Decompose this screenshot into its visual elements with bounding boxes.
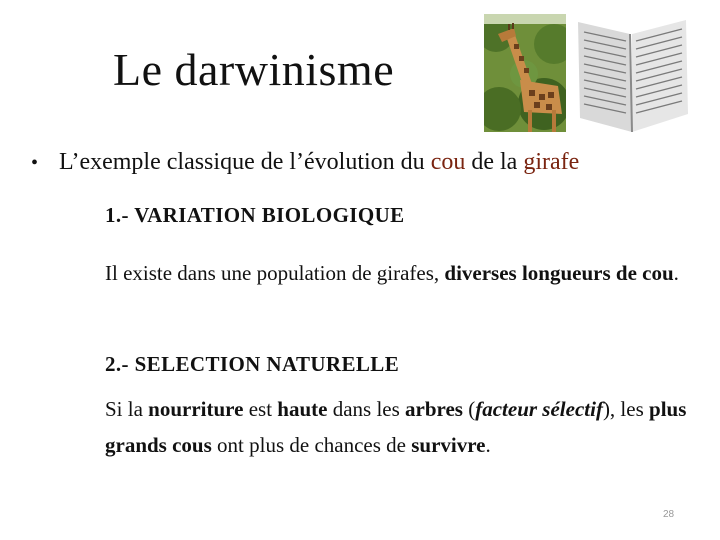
text-run: Il existe dans une population de girafes,	[105, 261, 445, 285]
section2-heading: 2.- SELECTION NATURELLE	[105, 352, 400, 376]
text-run: ), les	[602, 397, 650, 421]
bold-run: plus grands cous	[105, 397, 687, 457]
text-run: est	[243, 397, 278, 421]
bullet-text-a: L’exemple classique de l’évolution du	[59, 149, 431, 175]
bold-italic-run: facteur sélectif	[475, 397, 603, 421]
bold-run: diverses longueurs de cou	[444, 261, 674, 285]
bullet-text-b: de la	[465, 149, 524, 175]
giraffe-photo	[484, 14, 566, 132]
keyword-girafe: girafe	[523, 149, 580, 175]
text-run: .	[485, 433, 491, 457]
text-run: (	[462, 397, 476, 421]
bold-run: nourriture	[148, 397, 244, 421]
section1-heading: 1.- VARIATION BIOLOGIQUE	[105, 203, 405, 227]
keyword-cou: cou	[430, 149, 466, 175]
section2-paragraph	[105, 391, 695, 463]
slide-title: Le darwinisme	[113, 44, 395, 95]
bold-run: haute	[277, 397, 328, 421]
open-book-photo	[572, 14, 692, 136]
text-run: dans les	[327, 397, 406, 421]
text-run: ont plus de chances de	[211, 433, 412, 457]
page-number: 28	[663, 509, 675, 520]
bold-run: survivre	[411, 433, 486, 457]
text-run: Si la	[105, 397, 149, 421]
text-run: .	[673, 261, 679, 285]
bold-run: arbres	[405, 397, 463, 421]
section1-paragraph	[105, 255, 695, 291]
bullet-point	[31, 146, 579, 179]
bullet-icon: •	[31, 152, 39, 174]
